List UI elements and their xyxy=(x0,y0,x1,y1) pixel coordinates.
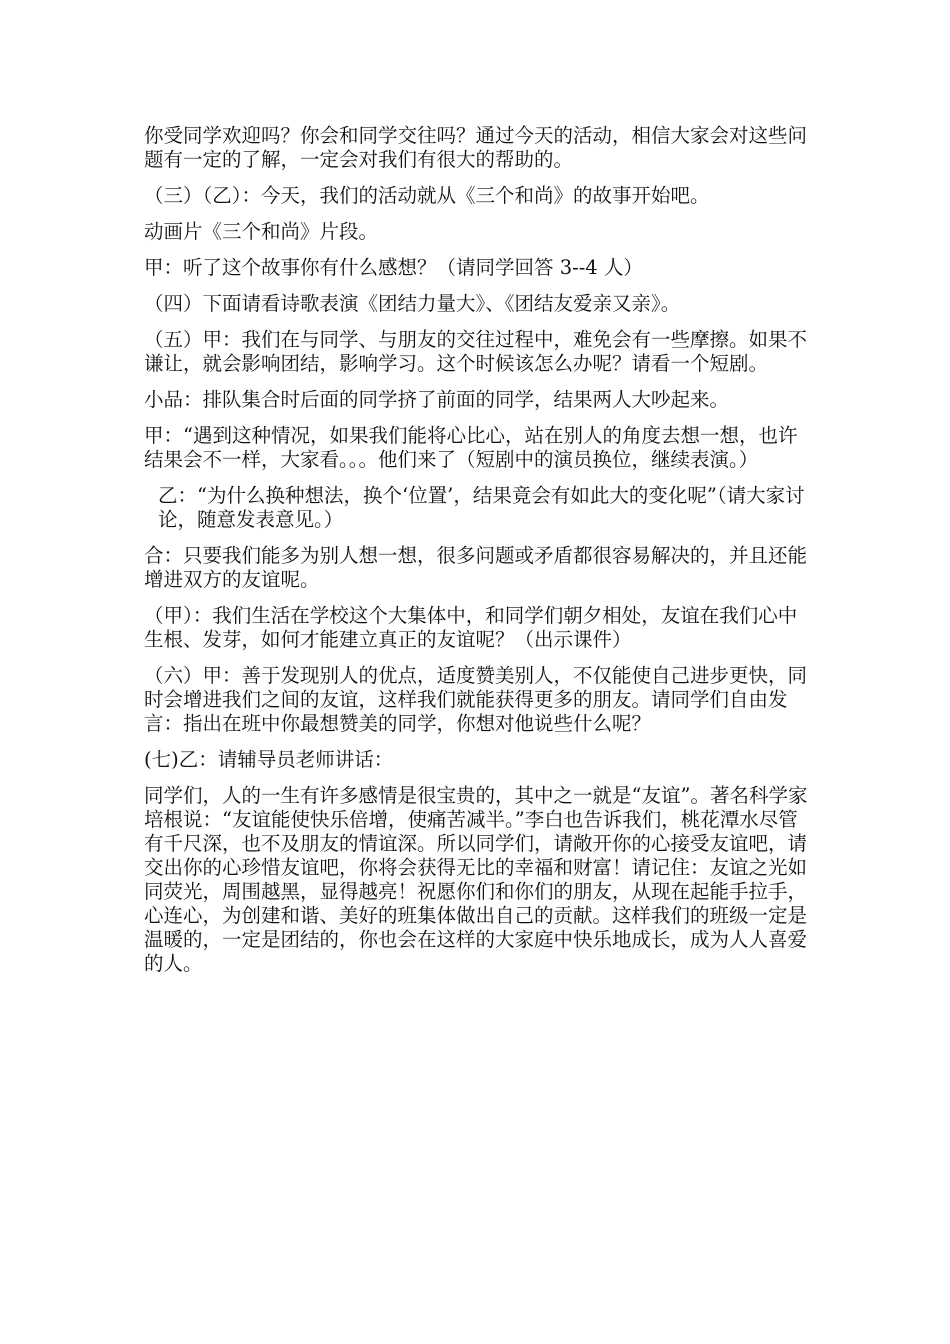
paragraph-jia-speech: 甲：“遇到这种情况，如果我们能将心比心，站在别人的角度去想一想，也许结果会不一样，大家看。。。他们来了（短剧中的演员换位，继续表演。） xyxy=(144,424,798,471)
paragraph-together: 合：只要我们能多为别人想一想，很多问题或矛盾都很容易解决的，并且还能增进双方的友谊呢。 xyxy=(144,544,808,591)
document-body xyxy=(144,124,816,988)
paragraph-jia-friendship: （甲）：我们生活在学校这个大集体中，和同学们朝夕相处，友谊在我们心中生根、发芽，如何才能建立真正的友谊呢？（出示课件） xyxy=(144,604,798,651)
paragraph-teacher-speech: 同学们，人的一生有许多感情是很宝贵的，其中之一就是“友谊”。著名科学家培根说：“友谊能使快乐倍增，使痛苦减半。”李白也告诉我们，桃花潭水尽管有千尺深，也不及朋友的情谊深。所以同学们，请敞开你的心接受友谊吧，请交出你的心珍惜友谊吧，你将会获得无比的幸福和财富！请记住：友谊之光如同荧光，周围越黑，显得越亮！祝愿你们和你们的朋友，从现在起能手拉手，心连心，为创建和谐、美好的班集体做出自己的贡献。这样我们的班级一定是温暖的，一定是团结的，你也会在这样的大家庭中快乐地成长，成为人人喜爱的人。 xyxy=(144,784,808,975)
paragraph-question: 甲：听了这个故事你有什么感想？（请同学回答 3--4 人） xyxy=(144,256,643,279)
paragraph-section-4: （四）下面请看诗歌表演《团结力量大》、《团结友爱亲又亲》。 xyxy=(144,292,681,315)
paragraph-section-5: （五）甲：我们在与同学、与朋友的交往过程中，难免会有一些摩擦。如果不谦让，就会影响团结，影响学习。这个时候该怎么办呢？请看一个短剧。 xyxy=(144,328,808,375)
paragraph-section-6: （六）甲：善于发现别人的优点，适度赞美别人，不仅能使自己进步更快，同时会增进我们之间的友谊，这样我们就能获得更多的朋友。请同学们自由发言：指出在班中你最想赞美的同学，你想对他说些什么呢？ xyxy=(144,664,808,735)
paragraph-section-7: (七)乙：请辅导员老师讲话： xyxy=(144,748,394,771)
paragraph-yi-speech: 乙：“为什么换种想法，换个‘位置’，结果竟会有如此大的变化呢”（请大家讨论，随意发表意见。） xyxy=(158,484,805,531)
paragraph-skit: 小品：排队集合时后面的同学挤了前面的同学，结果两人大吵起来。 xyxy=(144,388,730,411)
paragraph-cartoon: 动画片《三个和尚》片段。 xyxy=(144,220,379,243)
paragraph-intro: 你受同学欢迎吗？你会和同学交往吗？通过今天的活动，相信大家会对这些问题有一定的了解，一定会对我们有很大的帮助的。 xyxy=(144,124,808,171)
paragraph-section-3: （三）（乙）：今天，我们的活动就从《三个和尚》的故事开始吧。 xyxy=(144,184,710,207)
